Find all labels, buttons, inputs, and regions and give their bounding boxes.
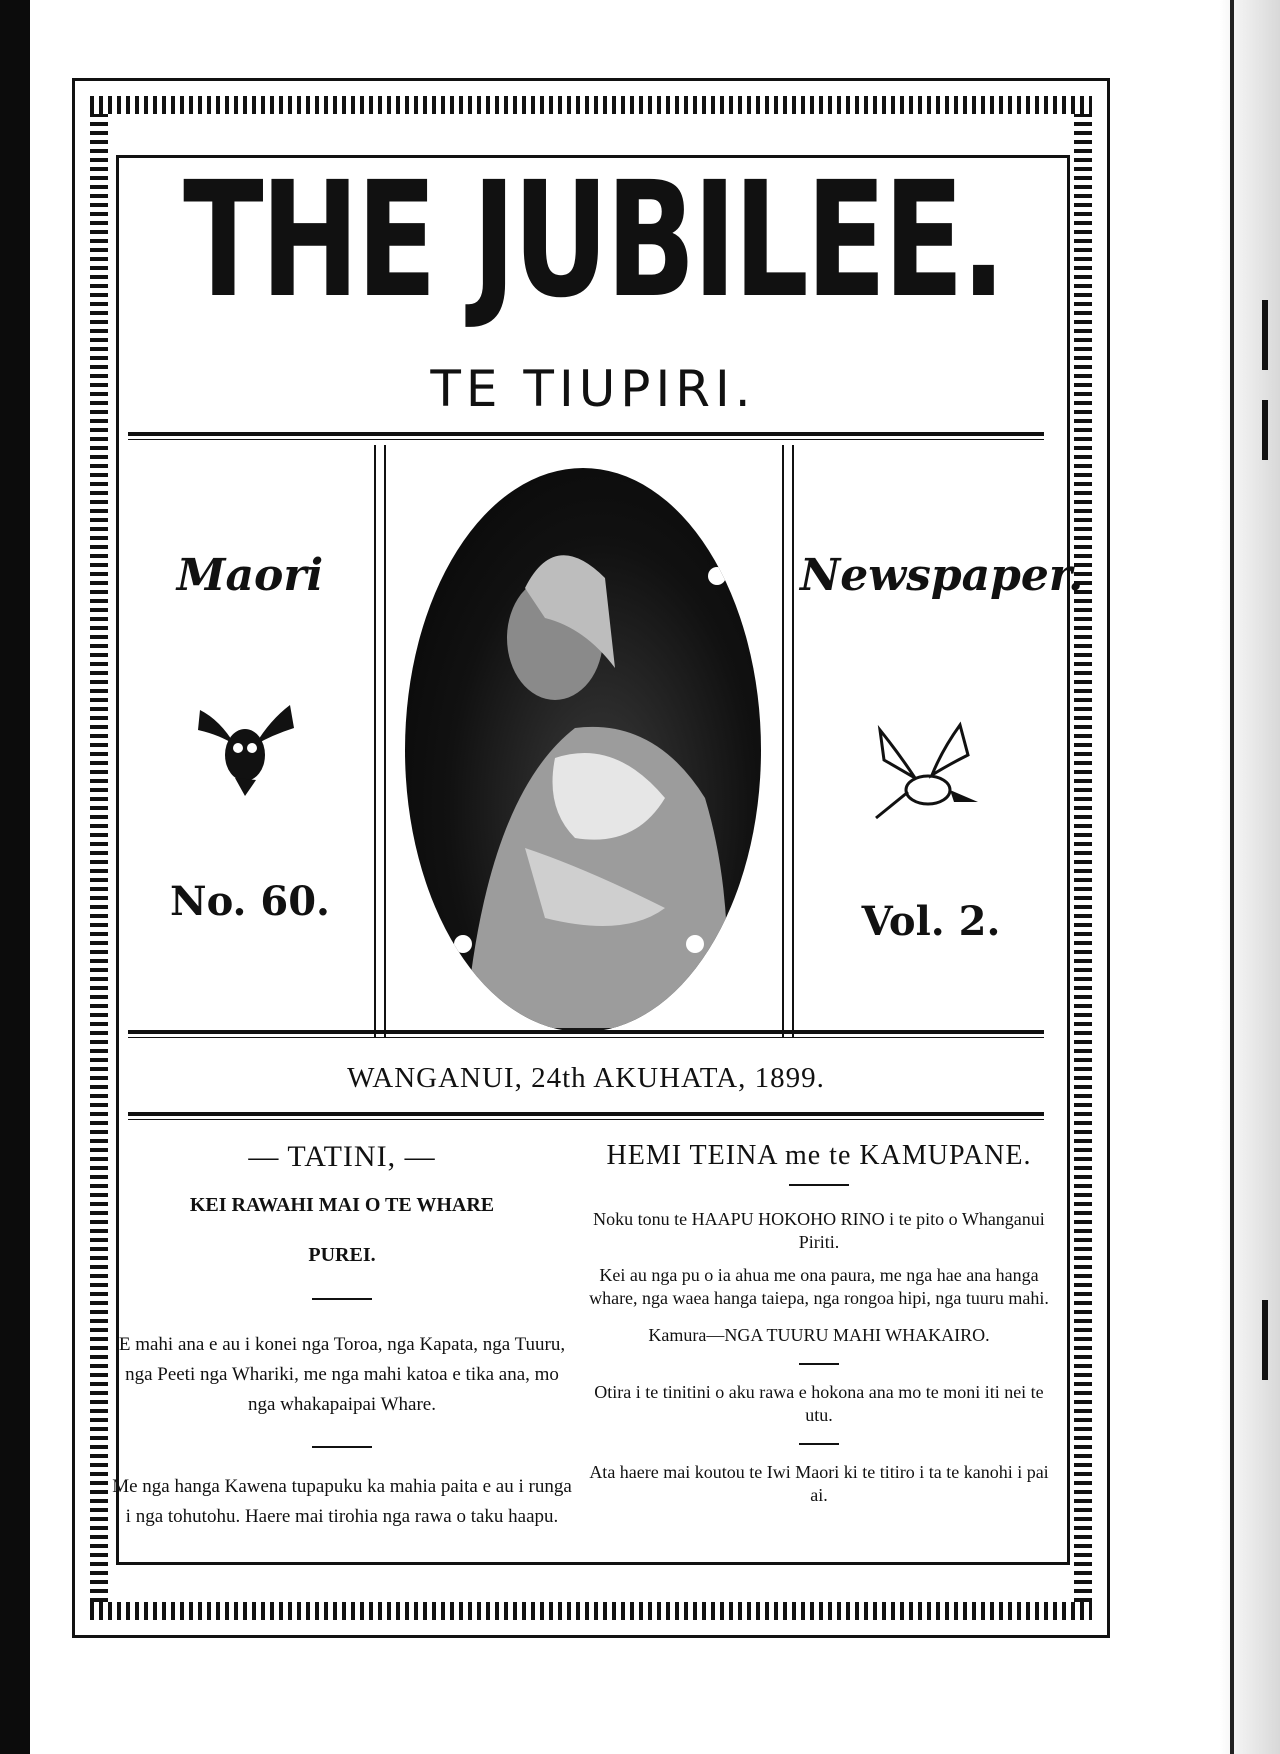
left-ad-paragraph-2: Me nga hanga Kawena tupapuku ka mahia paita e au i runga i nga tohutohu. Haere mai tirohia nga rawa o taku haapu. bbox=[112, 1476, 572, 1527]
queen-portrait-image bbox=[405, 468, 761, 1032]
scan-left-edge bbox=[0, 0, 30, 1754]
scan-right-edge bbox=[1220, 0, 1280, 1754]
right-advertisement bbox=[588, 1140, 1050, 1507]
column-divider-right-inner bbox=[792, 445, 794, 1037]
right-ad-rule-1 bbox=[789, 1184, 849, 1186]
column-divider-left bbox=[374, 445, 376, 1037]
right-ad-rule-3 bbox=[799, 1443, 839, 1445]
left-ad-rule-2 bbox=[312, 1446, 372, 1448]
right-ad-paragraph-4: Otira i te tinitini o aku rawa e hokona ana mo te moni iti nei te utu. bbox=[594, 1382, 1044, 1425]
issue-number: No. 60. bbox=[170, 878, 330, 925]
masthead-title: THE JUBILEE. bbox=[183, 146, 1003, 333]
right-panel-heading: Newspaper. bbox=[800, 550, 1084, 601]
owl-icon bbox=[190, 690, 300, 800]
right-ad-paragraph-1: Noku tonu te HAAPU HOKOHO RINO i te pito o Whanganui Piriti. bbox=[593, 1209, 1045, 1252]
scan-mark bbox=[1262, 400, 1268, 460]
volume-number: Vol. 2. bbox=[861, 898, 1001, 945]
right-ad-paragraph-2: Kei au nga pu o ia ahua me ona paura, me nga hae ana hanga whare, nga waea hanga taiepa, nga rongoa hipi, nga tuuru mahi. bbox=[589, 1265, 1049, 1308]
rule-top bbox=[128, 432, 1044, 436]
right-ad-rule-2 bbox=[799, 1363, 839, 1365]
right-ad-paragraph-5: Ata haere mai koutou te Iwi Maori ki te titiro i ta te kanohi i pai ai. bbox=[589, 1462, 1049, 1505]
right-ad-paragraph-3: Kamura—NGA TUURU MAHI WHAKAIRO. bbox=[648, 1325, 990, 1345]
left-advertisement bbox=[112, 1140, 572, 1532]
scan-mark bbox=[1262, 1300, 1268, 1380]
masthead-subtitle: TE TIUPIRI. bbox=[430, 360, 756, 418]
hummingbird-icon bbox=[870, 720, 990, 830]
left-panel-heading: Maori bbox=[176, 550, 324, 601]
scan-mark bbox=[1262, 300, 1268, 370]
column-divider-left-inner bbox=[384, 445, 386, 1037]
rule-bottom bbox=[128, 1112, 1044, 1116]
left-ad-subheading-1: KEI RAWAHI MAI O TE WHARE bbox=[189, 1194, 495, 1216]
portrait-figure-icon bbox=[405, 468, 761, 1032]
left-ad-rule-1 bbox=[312, 1298, 372, 1300]
left-ad-heading: — TATINI, — bbox=[248, 1140, 436, 1173]
column-divider-right bbox=[782, 445, 784, 1037]
left-ad-subheading-2: PUREI. bbox=[308, 1244, 376, 1266]
left-ad-paragraph-1: E mahi ana e au i konei nga Toroa, nga Kapata, nga Tuuru, nga Peeti nga Whariki, me nga mahi katoa e tika ana, mo nga whakapaipai Whare. bbox=[118, 1334, 566, 1415]
right-ad-heading: HEMI TEINA me te KAMUPANE. bbox=[606, 1140, 1032, 1171]
rule-middle bbox=[128, 1030, 1044, 1034]
scan-right-fold bbox=[1230, 0, 1234, 1754]
dateline: WANGANUI, 24th AKUHATA, 1899. bbox=[347, 1062, 825, 1094]
